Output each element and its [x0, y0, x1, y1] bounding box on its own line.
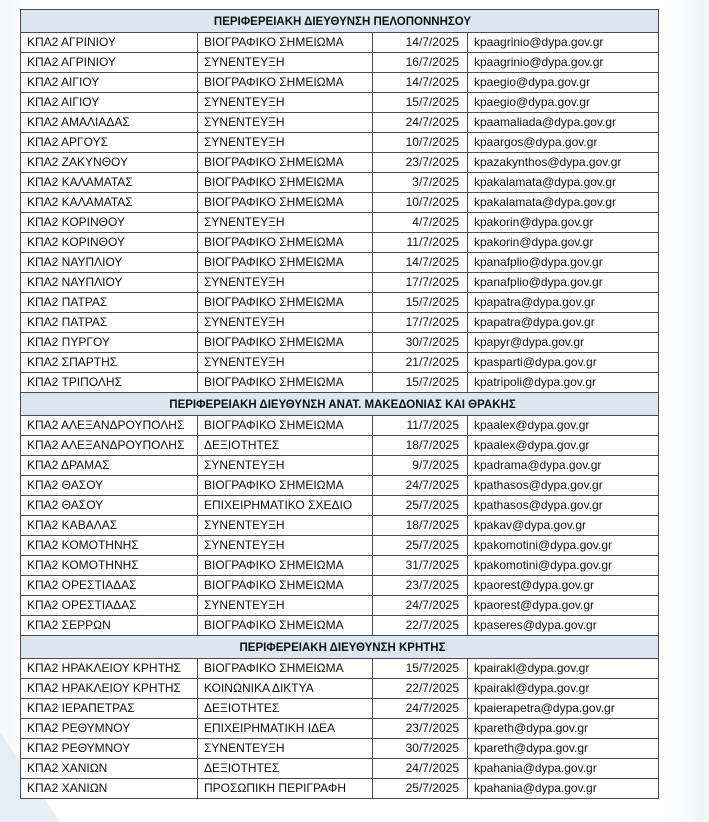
date-cell: 31/7/2025 [373, 556, 468, 576]
office-cell: ΚΠΑ2 ΚΟΡΙΝΘΟΥ [21, 213, 198, 233]
date-cell: 14/7/2025 [373, 73, 468, 93]
email-cell: kpapatra@dypa.gov.gr [468, 293, 659, 313]
topic-cell: ΣΥΝΕΝΤΕΥΞΗ [198, 456, 373, 476]
email-cell: kpakalamata@dypa.gov.gr [468, 173, 659, 193]
email-cell: kpakav@dypa.gov.gr [468, 516, 659, 536]
date-cell: 16/7/2025 [373, 53, 468, 73]
table-row [21, 616, 659, 636]
table-row [21, 779, 659, 799]
table-row [21, 556, 659, 576]
topic-cell: ΔΕΞΙΟΤΗΤΕΣ [198, 436, 373, 456]
office-cell: ΚΠΑ2 ΚΑΛΑΜΑΤΑΣ [21, 193, 198, 213]
email-cell: kpadrama@dypa.gov.gr [468, 456, 659, 476]
office-cell: ΚΠΑ2 ΑΙΓΙΟΥ [21, 93, 198, 113]
office-cell: ΚΠΑ2 ΤΡΙΠΟΛΗΣ [21, 373, 198, 393]
workshop-schedule-table [20, 9, 659, 799]
office-cell: ΚΠΑ2 ΑΛΕΞΑΝΔΡΟΥΠΟΛΗΣ [21, 416, 198, 436]
date-cell: 3/7/2025 [373, 173, 468, 193]
topic-cell: ΠΡΟΣΩΠΙΚΗ ΠΕΡΙΓΡΑΦΗ [198, 779, 373, 799]
schedule-body [21, 10, 659, 799]
email-cell: kpahania@dypa.gov.gr [468, 779, 659, 799]
table-row [21, 113, 659, 133]
topic-cell: ΔΕΞΙΟΤΗΤΕΣ [198, 759, 373, 779]
date-cell: 15/7/2025 [373, 659, 468, 679]
topic-cell: ΚΟΙΝΩΝΙΚΑ ΔΙΚΤΥΑ [198, 679, 373, 699]
table-row [21, 273, 659, 293]
topic-cell: ΒΙΟΓΡΑΦΙΚΟ ΣΗΜΕΙΩΜΑ [198, 416, 373, 436]
office-cell: ΚΠΑ2 ΗΡΑΚΛΕΙΟΥ ΚΡΗΤΗΣ [21, 679, 198, 699]
email-cell: kpahania@dypa.gov.gr [468, 759, 659, 779]
table-row [21, 456, 659, 476]
topic-cell: ΒΙΟΓΡΑΦΙΚΟ ΣΗΜΕΙΩΜΑ [198, 576, 373, 596]
date-cell: 15/7/2025 [373, 373, 468, 393]
email-cell: kpapatra@dypa.gov.gr [468, 313, 659, 333]
office-cell: ΚΠΑ2 ΘΑΣΟΥ [21, 496, 198, 516]
office-cell: ΚΠΑ2 ΚΟΜΟΤΗΝΗΣ [21, 536, 198, 556]
date-cell: 24/7/2025 [373, 759, 468, 779]
office-cell: ΚΠΑ2 ΑΙΓΙΟΥ [21, 73, 198, 93]
email-cell: kpaierapetra@dypa.gov.gr [468, 699, 659, 719]
table-row [21, 496, 659, 516]
office-cell: ΚΠΑ2 ΘΑΣΟΥ [21, 476, 198, 496]
table-row [21, 93, 659, 113]
topic-cell: ΕΠΙΧΕΙΡΗΜΑΤΙΚΟ ΣΧΕΔΙΟ [198, 496, 373, 516]
email-cell: kpaorest@dypa.gov.gr [468, 596, 659, 616]
table-row [21, 576, 659, 596]
email-cell: kpareth@dypa.gov.gr [468, 719, 659, 739]
date-cell: 24/7/2025 [373, 476, 468, 496]
date-cell: 21/7/2025 [373, 353, 468, 373]
table-row [21, 516, 659, 536]
email-cell: kpapyr@dypa.gov.gr [468, 333, 659, 353]
table-row [21, 293, 659, 313]
office-cell: ΚΠΑ2 ΠΑΤΡΑΣ [21, 313, 198, 333]
table-row [21, 253, 659, 273]
office-cell: ΚΠΑ2 ΝΑΥΠΛΙΟΥ [21, 273, 198, 293]
date-cell: 22/7/2025 [373, 616, 468, 636]
email-cell: kpaseres@dypa.gov.gr [468, 616, 659, 636]
date-cell: 18/7/2025 [373, 516, 468, 536]
email-cell: kpaegio@dypa.gov.gr [468, 93, 659, 113]
office-cell: ΚΠΑ2 ΖΑΚΥΝΘΟΥ [21, 153, 198, 173]
topic-cell: ΒΙΟΓΡΑΦΙΚΟ ΣΗΜΕΙΩΜΑ [198, 173, 373, 193]
date-cell: 4/7/2025 [373, 213, 468, 233]
date-cell: 10/7/2025 [373, 193, 468, 213]
section-title: ΠΕΡΙΦΕΡΕΙΑΚΗ ΔΙΕΥΘΥΝΣΗ ΚΡΗΤΗΣ [21, 636, 659, 659]
office-cell: ΚΠΑ2 ΟΡΕΣΤΙΑΔΑΣ [21, 596, 198, 616]
date-cell: 24/7/2025 [373, 596, 468, 616]
email-cell: kpazakynthos@dypa.gov.gr [468, 153, 659, 173]
email-cell: kpanafplio@dypa.gov.gr [468, 273, 659, 293]
date-cell: 11/7/2025 [373, 233, 468, 253]
topic-cell: ΣΥΝΕΝΤΕΥΞΗ [198, 113, 373, 133]
section-header-row [21, 636, 659, 659]
email-cell: kpathasos@dypa.gov.gr [468, 496, 659, 516]
table-row [21, 596, 659, 616]
topic-cell: ΒΙΟΓΡΑΦΙΚΟ ΣΗΜΕΙΩΜΑ [198, 616, 373, 636]
date-cell: 14/7/2025 [373, 253, 468, 273]
office-cell: ΚΠΑ2 ΑΡΓΟΥΣ [21, 133, 198, 153]
date-cell: 23/7/2025 [373, 576, 468, 596]
email-cell: kpaegio@dypa.gov.gr [468, 73, 659, 93]
email-cell: kpaalex@dypa.gov.gr [468, 436, 659, 456]
office-cell: ΚΠΑ2 ΡΕΘΥΜΝΟΥ [21, 739, 198, 759]
table-row [21, 193, 659, 213]
topic-cell: ΒΙΟΓΡΑΦΙΚΟ ΣΗΜΕΙΩΜΑ [198, 73, 373, 93]
topic-cell: ΒΙΟΓΡΑΦΙΚΟ ΣΗΜΕΙΩΜΑ [198, 659, 373, 679]
table-row [21, 173, 659, 193]
office-cell: ΚΠΑ2 ΚΑΒΑΛΑΣ [21, 516, 198, 536]
date-cell: 18/7/2025 [373, 436, 468, 456]
date-cell: 25/7/2025 [373, 779, 468, 799]
office-cell: ΚΠΑ2 ΑΓΡΙΝΙΟΥ [21, 33, 198, 53]
date-cell: 24/7/2025 [373, 113, 468, 133]
topic-cell: ΕΠΙΧΕΙΡΗΜΑΤΙΚΗ ΙΔΕΑ [198, 719, 373, 739]
date-cell: 15/7/2025 [373, 293, 468, 313]
email-cell: kpairakl@dypa.gov.gr [468, 679, 659, 699]
topic-cell: ΣΥΝΕΝΤΕΥΞΗ [198, 133, 373, 153]
email-cell: kpaalex@dypa.gov.gr [468, 416, 659, 436]
topic-cell: ΒΙΟΓΡΑΦΙΚΟ ΣΗΜΕΙΩΜΑ [198, 476, 373, 496]
table-row [21, 373, 659, 393]
table-row [21, 73, 659, 93]
office-cell: ΚΠΑ2 ΣΠΑΡΤΗΣ [21, 353, 198, 373]
table-row [21, 659, 659, 679]
topic-cell: ΒΙΟΓΡΑΦΙΚΟ ΣΗΜΕΙΩΜΑ [198, 153, 373, 173]
date-cell: 23/7/2025 [373, 153, 468, 173]
topic-cell: ΣΥΝΕΝΤΕΥΞΗ [198, 739, 373, 759]
date-cell: 11/7/2025 [373, 416, 468, 436]
email-cell: kpakalamata@dypa.gov.gr [468, 193, 659, 213]
office-cell: ΚΠΑ2 ΠΑΤΡΑΣ [21, 293, 198, 313]
email-cell: kpakomotini@dypa.gov.gr [468, 556, 659, 576]
office-cell: ΚΠΑ2 ΔΡΑΜΑΣ [21, 456, 198, 476]
date-cell: 9/7/2025 [373, 456, 468, 476]
section-header-row [21, 393, 659, 416]
date-cell: 10/7/2025 [373, 133, 468, 153]
email-cell: kpaamaliada@dypa.gov.gr [468, 113, 659, 133]
topic-cell: ΣΥΝΕΝΤΕΥΞΗ [198, 596, 373, 616]
office-cell: ΚΠΑ2 ΚΟΜΟΤΗΝΗΣ [21, 556, 198, 576]
table-row [21, 333, 659, 353]
topic-cell: ΣΥΝΕΝΤΕΥΞΗ [198, 313, 373, 333]
topic-cell: ΣΥΝΕΝΤΕΥΞΗ [198, 516, 373, 536]
email-cell: kpathasos@dypa.gov.gr [468, 476, 659, 496]
office-cell: ΚΠΑ2 ΧΑΝΙΩΝ [21, 779, 198, 799]
table-row [21, 33, 659, 53]
table-row [21, 213, 659, 233]
office-cell: ΚΠΑ2 ΟΡΕΣΤΙΑΔΑΣ [21, 576, 198, 596]
topic-cell: ΣΥΝΕΝΤΕΥΞΗ [198, 353, 373, 373]
office-cell: ΚΠΑ2 ΗΡΑΚΛΕΙΟΥ ΚΡΗΤΗΣ [21, 659, 198, 679]
table-row [21, 679, 659, 699]
topic-cell: ΒΙΟΓΡΑΦΙΚΟ ΣΗΜΕΙΩΜΑ [198, 253, 373, 273]
topic-cell: ΣΥΝΕΝΤΕΥΞΗ [198, 536, 373, 556]
topic-cell: ΣΥΝΕΝΤΕΥΞΗ [198, 93, 373, 113]
office-cell: ΚΠΑ2 ΑΓΡΙΝΙΟΥ [21, 53, 198, 73]
table-row [21, 436, 659, 456]
email-cell: kpanafplio@dypa.gov.gr [468, 253, 659, 273]
topic-cell: ΣΥΝΕΝΤΕΥΞΗ [198, 213, 373, 233]
date-cell: 30/7/2025 [373, 333, 468, 353]
office-cell: ΚΠΑ2 ΣΕΡΡΩΝ [21, 616, 198, 636]
table-row [21, 699, 659, 719]
office-cell: ΚΠΑ2 ΚΟΡΙΝΘΟΥ [21, 233, 198, 253]
topic-cell: ΒΙΟΓΡΑΦΙΚΟ ΣΗΜΕΙΩΜΑ [198, 193, 373, 213]
table-row [21, 153, 659, 173]
email-cell: kpareth@dypa.gov.gr [468, 739, 659, 759]
table-row [21, 759, 659, 779]
table-row [21, 476, 659, 496]
email-cell: kpakorin@dypa.gov.gr [468, 233, 659, 253]
email-cell: kpakomotini@dypa.gov.gr [468, 536, 659, 556]
date-cell: 17/7/2025 [373, 313, 468, 333]
topic-cell: ΒΙΟΓΡΑΦΙΚΟ ΣΗΜΕΙΩΜΑ [198, 333, 373, 353]
date-cell: 24/7/2025 [373, 699, 468, 719]
table-row [21, 353, 659, 373]
office-cell: ΚΠΑ2 ΝΑΥΠΛΙΟΥ [21, 253, 198, 273]
table-row [21, 536, 659, 556]
topic-cell: ΒΙΟΓΡΑΦΙΚΟ ΣΗΜΕΙΩΜΑ [198, 233, 373, 253]
email-cell: kpaagrinio@dypa.gov.gr [468, 53, 659, 73]
topic-cell: ΒΙΟΓΡΑΦΙΚΟ ΣΗΜΕΙΩΜΑ [198, 293, 373, 313]
topic-cell: ΒΙΟΓΡΑΦΙΚΟ ΣΗΜΕΙΩΜΑ [198, 373, 373, 393]
email-cell: kpatripoli@dypa.gov.gr [468, 373, 659, 393]
date-cell: 14/7/2025 [373, 33, 468, 53]
section-title: ΠΕΡΙΦΕΡΕΙΑΚΗ ΔΙΕΥΘΥΝΣΗ ΠΕΛΟΠΟΝΝΗΣΟΥ [21, 10, 659, 33]
office-cell: ΚΠΑ2 ΡΕΘΥΜΝΟΥ [21, 719, 198, 739]
table-row [21, 739, 659, 759]
email-cell: kpakorin@dypa.gov.gr [468, 213, 659, 233]
topic-cell: ΣΥΝΕΝΤΕΥΞΗ [198, 53, 373, 73]
email-cell: kpasparti@dypa.gov.gr [468, 353, 659, 373]
office-cell: ΚΠΑ2 ΑΜΑΛΙΑΔΑΣ [21, 113, 198, 133]
date-cell: 17/7/2025 [373, 273, 468, 293]
date-cell: 25/7/2025 [373, 536, 468, 556]
table-row [21, 233, 659, 253]
email-cell: kpaorest@dypa.gov.gr [468, 576, 659, 596]
date-cell: 25/7/2025 [373, 496, 468, 516]
table-row [21, 719, 659, 739]
table-row [21, 133, 659, 153]
date-cell: 30/7/2025 [373, 739, 468, 759]
topic-cell: ΒΙΟΓΡΑΦΙΚΟ ΣΗΜΕΙΩΜΑ [198, 33, 373, 53]
office-cell: ΚΠΑ2 ΠΥΡΓΟΥ [21, 333, 198, 353]
date-cell: 15/7/2025 [373, 93, 468, 113]
office-cell: ΚΠΑ2 ΚΑΛΑΜΑΤΑΣ [21, 173, 198, 193]
office-cell: ΚΠΑ2 ΑΛΕΞΑΝΔΡΟΥΠΟΛΗΣ [21, 436, 198, 456]
date-cell: 23/7/2025 [373, 719, 468, 739]
table-row [21, 53, 659, 73]
email-cell: kpairakl@dypa.gov.gr [468, 659, 659, 679]
date-cell: 22/7/2025 [373, 679, 468, 699]
topic-cell: ΣΥΝΕΝΤΕΥΞΗ [198, 273, 373, 293]
section-header-row [21, 10, 659, 33]
topic-cell: ΔΕΞΙΟΤΗΤΕΣ [198, 699, 373, 719]
table-row [21, 416, 659, 436]
section-title: ΠΕΡΙΦΕΡΕΙΑΚΗ ΔΙΕΥΘΥΝΣΗ ΑΝΑΤ. ΜΑΚΕΔΟΝΙΑΣ ΚΑΙ ΘΡΑΚΗΣ [21, 393, 659, 416]
table-row [21, 313, 659, 333]
email-cell: kpaagrinio@dypa.gov.gr [468, 33, 659, 53]
office-cell: ΚΠΑ2 ΧΑΝΙΩΝ [21, 759, 198, 779]
office-cell: ΚΠΑ2 ΙΕΡΑΠΕΤΡΑΣ [21, 699, 198, 719]
email-cell: kpaargos@dypa.gov.gr [468, 133, 659, 153]
topic-cell: ΒΙΟΓΡΑΦΙΚΟ ΣΗΜΕΙΩΜΑ [198, 556, 373, 576]
